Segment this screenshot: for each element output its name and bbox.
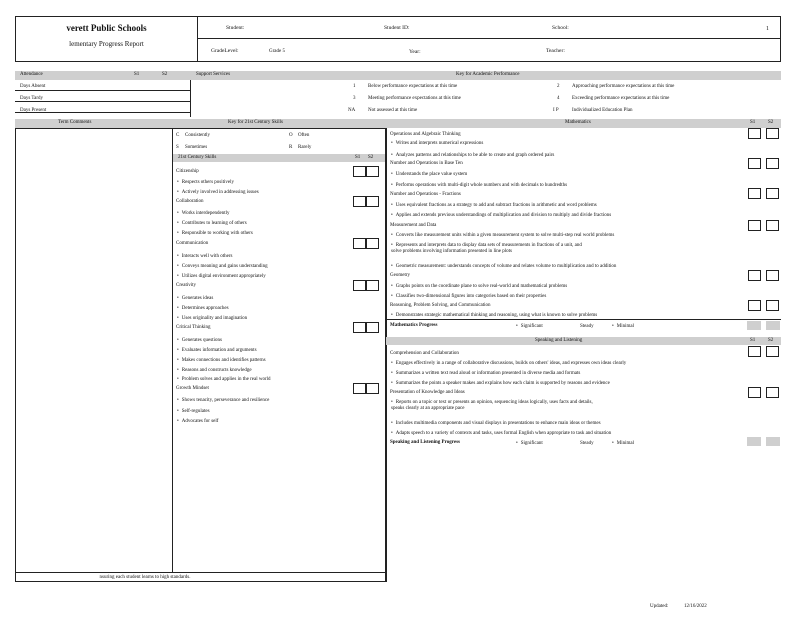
speaking-group-title: Comprehension and Collaboration <box>390 351 459 356</box>
skills-s2: S2 <box>368 155 374 160</box>
speaking-progress-label: Speaking and Listening Progress <box>390 440 460 445</box>
skill-s1-box[interactable] <box>353 322 366 333</box>
term-comments-box[interactable] <box>15 128 386 582</box>
comments-footer-line <box>15 572 386 573</box>
math-item: • Applies and extends previous understandings of multiplication and division to multiply and divide fractions <box>391 213 611 219</box>
math-s2-box[interactable] <box>766 188 779 199</box>
header-row-divider <box>198 16 781 39</box>
key21-code: O <box>289 133 293 138</box>
key-21-title: Key for 21st Century Skills <box>228 120 283 125</box>
skills-title: 21st Century Skills <box>178 155 217 160</box>
skill-item: • Advocates for self <box>177 419 218 425</box>
key-text: Individualized Education Plan <box>572 108 633 113</box>
grade-level-label: GradeLevel: <box>211 48 239 54</box>
main-header-bar <box>15 119 781 128</box>
speaking-progress-s2 <box>766 437 780 446</box>
speaking-item: • Adapts speech to a variety of contexts and tasks, uses formal English when appropriate to task and situation <box>391 431 611 437</box>
skill-item: • Responsible to working with others <box>177 231 253 237</box>
key-code: 4 <box>557 96 560 101</box>
math-s1-box[interactable] <box>748 128 761 139</box>
key-code: I P <box>553 108 559 113</box>
skill-s2-box[interactable] <box>366 383 379 394</box>
math-item: • Analyzes patterns and relationships to be able to create and graph ordered pairs <box>391 153 554 159</box>
math-item: • Geometric measurement: understands concepts of volume and relates volume to multiplication and to addition <box>391 264 616 270</box>
comments-footer: nsuring each student learns to high standards. <box>99 575 191 580</box>
attendance-row-label: Days Present <box>20 108 47 113</box>
math-s2: S2 <box>768 120 774 125</box>
math-s2-box[interactable] <box>766 300 779 311</box>
math-s1-box[interactable] <box>748 300 761 311</box>
skill-item: • Actively involved in addressing issues <box>177 190 259 196</box>
comments-skills-divider <box>172 128 173 572</box>
math-item: • Writes and interprets numerical expressions <box>391 141 483 147</box>
skill-item: • Determines approaches <box>177 306 229 312</box>
page-number: 1 <box>766 26 769 32</box>
skill-s2-box[interactable] <box>366 196 379 207</box>
attendance-row-label: Days Tardy <box>20 96 44 101</box>
math-item: • Performs operations with multi-digit whole numbers and with decimals to hundredths <box>391 183 567 189</box>
speaking-progress-option[interactable]: • Significant <box>516 441 543 447</box>
math-group-title: Measurement and Data <box>390 223 437 228</box>
skill-s2-box[interactable] <box>366 166 379 177</box>
skill-item: • Utilizes digital environment appropriately <box>177 274 266 280</box>
skill-s2-box[interactable] <box>366 280 379 291</box>
math-title: Mathematics <box>565 120 591 125</box>
key-code: NA <box>348 108 356 113</box>
speaking-item: • Engages effectively in a range of collaborative discussions, builds on others' ideas, and expresses own ideas clearly <box>391 361 626 367</box>
speaking-s2-box[interactable] <box>766 387 779 398</box>
math-item: • Demonstrates strategic mathematical thinking and reasoning, using what is known to solve problems <box>391 313 597 319</box>
skill-item: • Problem solves and applies in the real world <box>177 377 271 383</box>
math-s2-box[interactable] <box>766 158 779 169</box>
math-s2-box[interactable] <box>766 128 779 139</box>
attendance-title: Attendance <box>20 72 43 77</box>
skill-s1-box[interactable] <box>353 280 366 291</box>
skill-item: • Conveys meaning and gains understanding <box>177 264 268 270</box>
math-item: • Represents and interprets data to display data sets of measurements in fractions of a unit, and solve problems involving information presented in line plots <box>391 243 591 255</box>
updated-label: Updated: <box>650 604 669 609</box>
skill-group-title: Collaboration <box>176 199 204 204</box>
term-comments-title: Term Comments <box>58 120 92 125</box>
skill-item: • Shows tenacity, perseverance and resilience <box>177 398 269 404</box>
speaking-item: • Reports on a topic or text or presents an opinion, sequencing ideas logically, uses facts and details, speaks clearly at an appropriate pace <box>391 400 596 412</box>
key-text: Approaching performance expectations at this time <box>572 84 675 89</box>
skills-s1: S1 <box>355 155 361 160</box>
key-code: 1 <box>353 84 356 89</box>
student-id-label: Student ID: <box>384 25 410 31</box>
key-code: 2 <box>557 84 560 89</box>
skill-item: • Contributes to learning of others <box>177 221 247 227</box>
skill-item: • Makes connections and identifies patterns <box>177 358 266 364</box>
math-progress-option[interactable]: • Minimal <box>612 324 634 330</box>
skill-s1-box[interactable] <box>353 196 366 207</box>
speaking-s1-box[interactable] <box>748 346 761 357</box>
attendance-s2: S2 <box>162 72 168 77</box>
skill-item: • Generates ideas <box>177 296 213 302</box>
skill-group-title: Critical Thinking <box>176 325 211 330</box>
skill-item: • Works interdependently <box>177 211 230 217</box>
skill-s2-box[interactable] <box>366 238 379 249</box>
key-text: Not assessed at this time <box>368 108 418 113</box>
math-group-title: Number and Operations - Fractions <box>390 192 461 197</box>
math-left-border <box>386 128 387 582</box>
skill-group-title: Citizenship <box>176 169 199 174</box>
speaking-s2: S2 <box>768 338 774 343</box>
report-title: lementary Progress Report <box>69 40 144 48</box>
math-group-title: Geometry <box>390 273 410 278</box>
skill-item: • Interacts well with others <box>177 254 232 260</box>
skill-item: • Generates questions <box>177 338 222 344</box>
math-group-title: Reasoning, Problem Solving, and Communication <box>390 303 491 308</box>
speaking-s1-box[interactable] <box>748 387 761 398</box>
math-progress-line <box>386 319 781 320</box>
math-s1: S1 <box>750 120 756 125</box>
math-s1-box[interactable] <box>748 188 761 199</box>
key-code: 3 <box>353 96 356 101</box>
skill-group-title: Creativity <box>176 283 196 288</box>
key21-text: Consistently <box>185 133 211 138</box>
key21-text: Often <box>298 133 310 138</box>
speaking-progress-option[interactable]: • Minimal <box>612 441 634 447</box>
school-name: verett Public Schools <box>66 23 147 33</box>
key-text: Meeting performance expectations at this time <box>368 96 461 101</box>
math-progress-s1 <box>747 321 761 330</box>
math-item: • Uses equivalent fractions as a strategy to add and subtract fractions in arithmetic and word problems <box>391 203 597 209</box>
math-progress-label: Mathematics Progress <box>390 323 438 328</box>
math-progress-option[interactable]: • Significant <box>516 324 543 330</box>
skill-s1-box[interactable] <box>353 238 366 249</box>
speaking-s1: S1 <box>750 338 756 343</box>
math-progress-option[interactable]: Steady <box>580 324 594 329</box>
student-label: Student: <box>226 25 245 31</box>
teacher-label: Teacher: <box>546 48 565 54</box>
year-label: Year: <box>409 49 421 55</box>
math-item: • Converts like measurement units within a given measurement system to solve multi-step real world problems <box>391 233 614 239</box>
updated-date: 12/16/2022 <box>684 604 707 609</box>
math-s1-box[interactable] <box>748 220 761 231</box>
key21-text: Sometimes <box>185 145 208 150</box>
math-s2-box[interactable] <box>766 220 779 231</box>
math-group-title: Number and Operations in Base Ten <box>390 161 463 166</box>
school-label: School: <box>552 25 569 31</box>
skill-group-title: Growth Mindset <box>176 386 209 391</box>
skill-item: • Respects others positively <box>177 180 234 186</box>
key-academic-title: Key for Academic Performance <box>456 72 520 77</box>
math-s2-box[interactable] <box>766 270 779 281</box>
speaking-item: • Includes multimedia components and visual displays in presentations to enhance main ideas or themes <box>391 421 601 427</box>
key21-code: C <box>176 133 180 138</box>
math-item: • Graphs points on the coordinate plane to solve real-world and mathematical problems <box>391 284 567 290</box>
math-item: • Classifies two-dimensional figures into categories based on their properties <box>391 294 546 300</box>
skill-s1-box[interactable] <box>353 383 366 394</box>
key21-code: S <box>176 145 179 150</box>
speaking-item: • Summarizes the points a speaker makes and explains how each claim is supported by reasons and evidence <box>391 381 610 387</box>
skill-group-title: Communication <box>176 241 209 246</box>
math-item: • Understands the place value system <box>391 172 467 178</box>
key21-text: Rarely <box>298 145 312 150</box>
attendance-header-bar <box>15 71 781 80</box>
key-text: Below performance expectations at this time <box>368 84 458 89</box>
speaking-item: • Summarizes a written text read aloud or information presented in diverse media and formats <box>391 371 580 377</box>
grade-value: Grade 5 <box>269 49 285 54</box>
attendance-s1: S1 <box>134 72 140 77</box>
speaking-group-title: Presentation of Knowledge and Ideas <box>390 390 465 395</box>
support-title: Support Services <box>196 72 231 77</box>
speaking-title: Speaking and Listening <box>535 338 583 343</box>
speaking-progress-s1 <box>747 437 761 446</box>
skill-item: • Evaluates information and arguments <box>177 348 257 354</box>
math-s1-box[interactable] <box>748 158 761 169</box>
math-group-title: Operations and Algebraic Thinking <box>390 132 461 137</box>
speaking-progress-option[interactable]: Steady <box>580 441 594 446</box>
skill-item: • Reasons and constructs knowledge <box>177 368 252 374</box>
skill-item: • Uses originality and imagination <box>177 316 247 322</box>
skill-item: • Self-regulates <box>177 409 210 415</box>
speaking-header-bar <box>386 337 781 345</box>
skill-s2-box[interactable] <box>366 322 379 333</box>
attendance-row-label: Days Absent <box>20 84 46 89</box>
math-progress-s2 <box>766 321 780 330</box>
key21-code: R <box>289 145 293 150</box>
key-text: Exceeding performance expectations at this time <box>572 96 670 101</box>
skill-s1-box[interactable] <box>353 166 366 177</box>
speaking-s2-box[interactable] <box>766 346 779 357</box>
math-s1-box[interactable] <box>748 270 761 281</box>
